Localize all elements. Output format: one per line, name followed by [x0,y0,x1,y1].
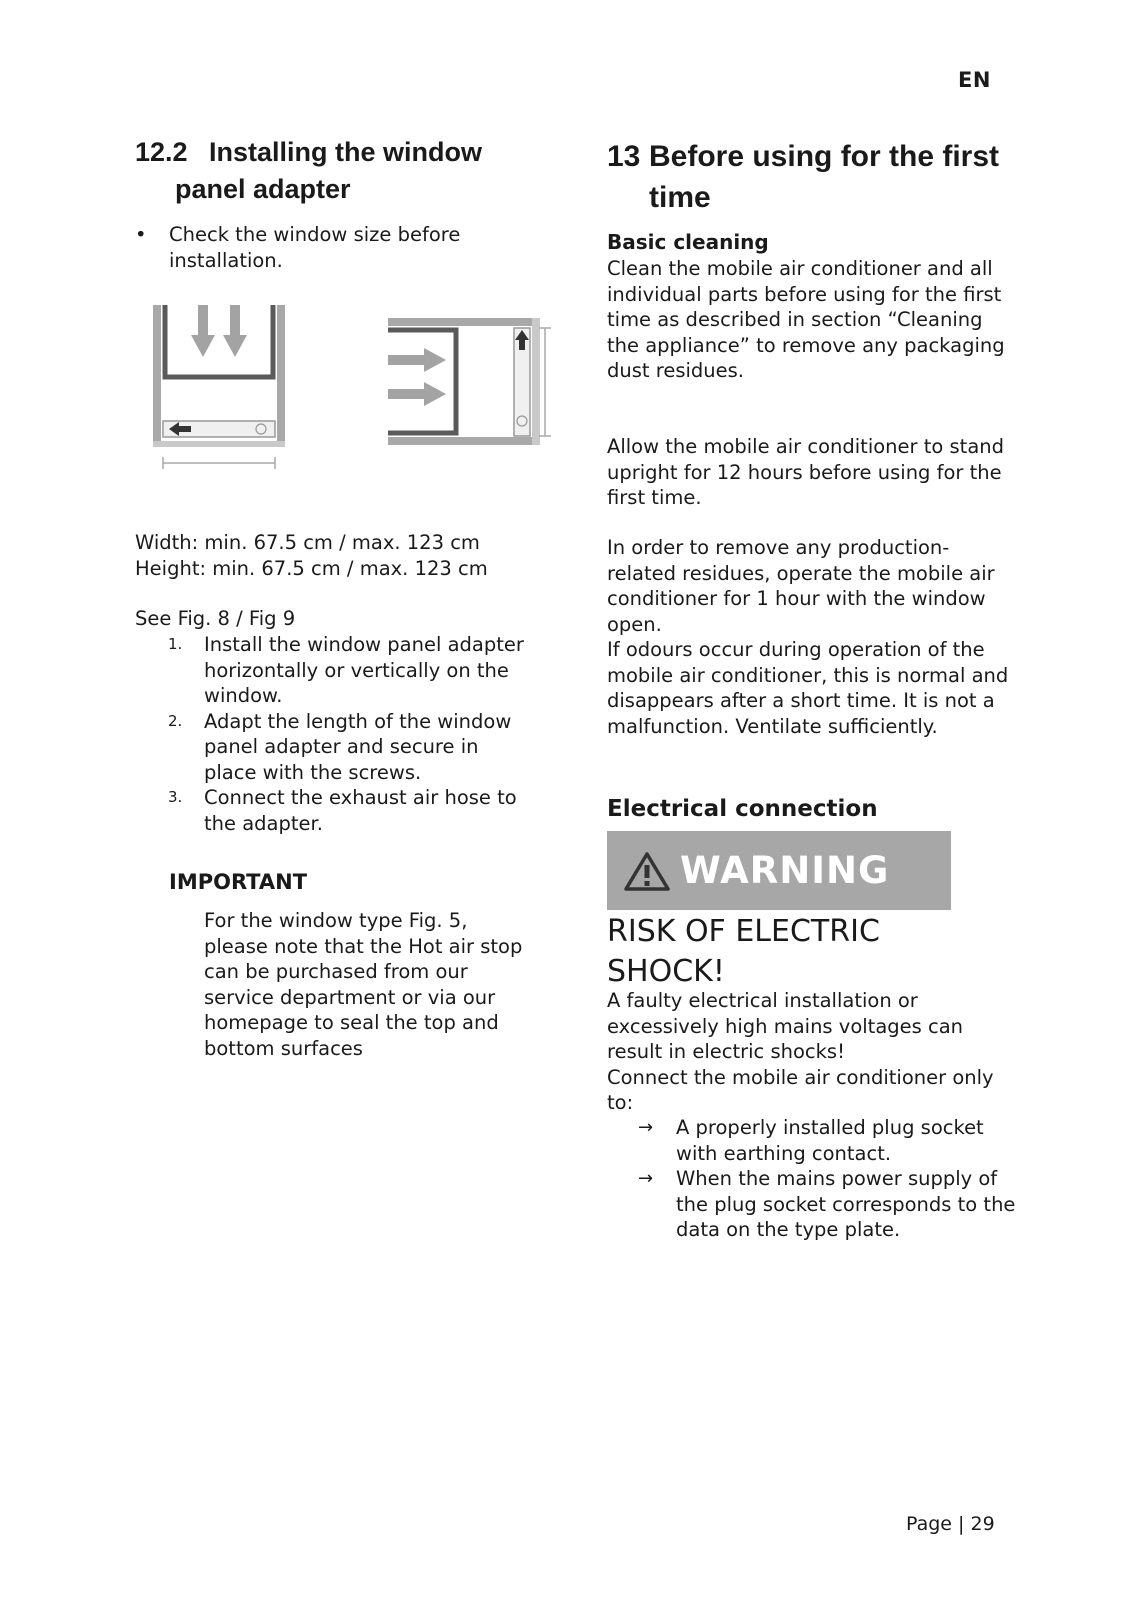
electrical-paragraph [607,988,1017,1116]
height-line: Height: min. 67.5 cm / max. 123 cm [135,556,488,580]
step-text: Connect the exhaust air hose to the adapter. [204,786,517,835]
list-item [638,1166,1018,1243]
bullet-dot: • [135,223,147,246]
residue-text: In order to remove any production-related residues, operate the mobile air conditioner for 1 hour with the window open. [607,536,995,636]
section-number: 12.2 [135,137,188,167]
section-heading-13 [607,136,1027,218]
see-figure-reference: See Fig. 8 / Fig 9 [135,607,296,630]
risk-line2: SHOCK! [607,954,725,989]
warning-label: WARNING [680,849,890,892]
step-number: 3. [168,788,183,806]
list-item [168,785,528,836]
requirement-text: When the mains power supply of the plug socket corresponds to the data on the type plate. [676,1167,1016,1241]
warning-triangle-icon [624,851,670,891]
list-item [168,632,528,709]
risk-line1: RISK OF ELECTRIC [607,914,880,949]
important-title: IMPORTANT [169,870,308,894]
step-number: 1. [168,635,183,653]
important-text: For the window type Fig. 5, please note that the Hot air stop can be purchased from our service department or via our homepage to seal the top and bottom surfaces [204,909,523,1060]
window-dimensions [135,530,555,581]
list-item [638,1115,1018,1166]
connect-text: Connect the mobile air conditioner only to: [607,1065,994,1114]
basic-cleaning-title: Basic cleaning [607,230,769,254]
section-title-line1: Before using for the first [649,140,1000,173]
step-text: Adapt the length of the window panel adapter and secure in place with the screws. [204,709,512,784]
arrow-right-icon: → [638,1117,654,1138]
basic-cleaning-text: Clean the mobile air conditioner and all individual parts before using for the first time as described in section “Cleaning the appliance” to remove any packaging dust residues. [607,257,1005,382]
faulty-text: A faulty electrical installation or excessively high mains voltages can result in electric shocks! [607,989,964,1063]
electrical-connection-title: Electrical connection [607,796,878,822]
residue-paragraph [607,535,1017,739]
warning-banner [607,831,951,910]
language-label: EN [958,68,991,92]
bullet-text: Check the window size before installation. [169,223,461,272]
requirements-list [638,1115,1018,1243]
upright-text: Allow the mobile air conditioner to stand upright for 12 hours before using for the first time. [607,435,1005,509]
section-title-line2: time [649,181,711,214]
requirement-text: A properly installed plug socket with earthing contact. [676,1116,984,1165]
installation-steps [168,632,528,836]
list-item [168,709,528,786]
section-title-line1: Installing the window [209,137,482,167]
section-title-line2: panel adapter [175,174,351,204]
arrow-right-icon: → [638,1168,654,1189]
step-number: 2. [168,711,183,730]
width-line: Width: min. 67.5 cm / max. 123 cm [135,531,480,554]
section-heading-12-2 [135,134,555,208]
bullet-item [135,222,525,273]
step-text: Install the window panel adapter horizontally or vertically on the window. [204,633,524,707]
window-adapter-vertical-figure [151,303,291,483]
window-adapter-horizontal-figure [388,316,568,456]
odour-text: If odours occur during operation of the mobile air conditioner, this is normal and disappears after a short time. It is not a malfunction. Ventilate sufficiently. [607,638,1009,738]
section-number: 13 [607,140,641,173]
risk-heading [607,912,1017,992]
page-number: Page | 29 [906,1513,995,1535]
